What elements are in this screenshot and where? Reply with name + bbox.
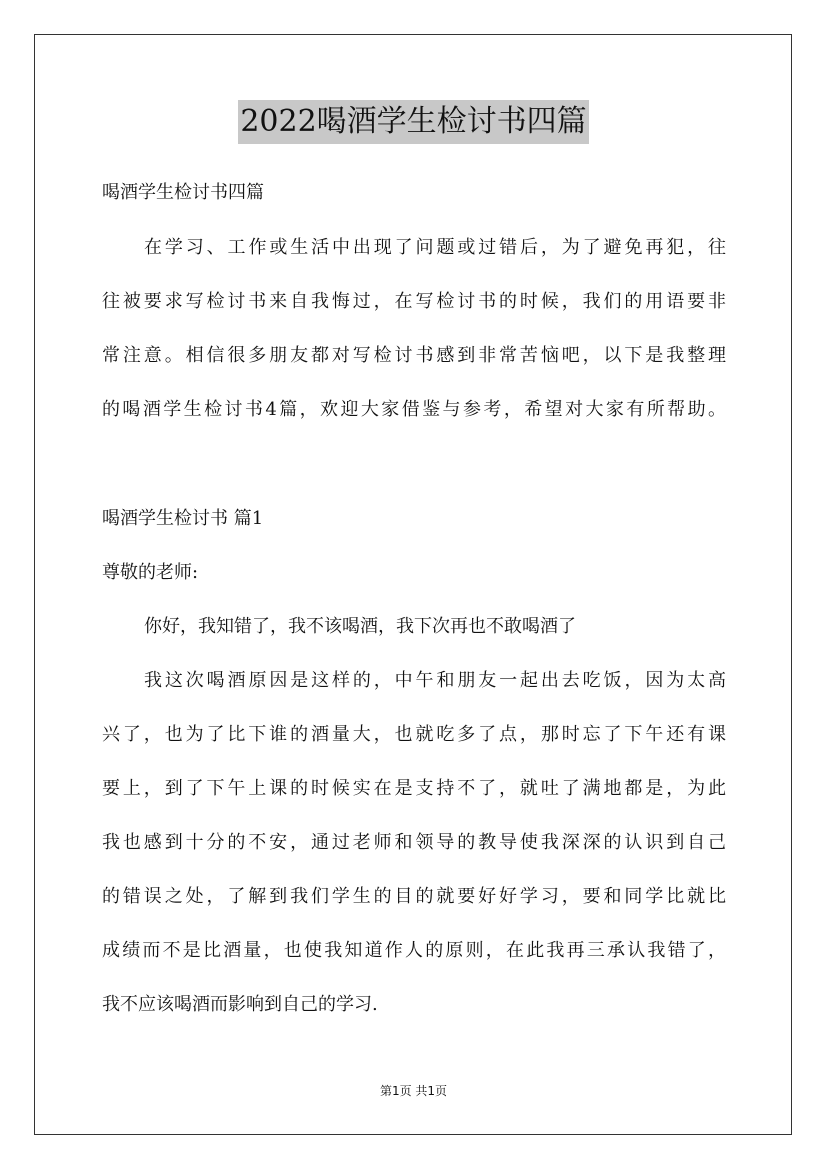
page-footer: 第1页 共1页: [379, 1084, 448, 1098]
body-line: 成绩而不是比酒量，也使我知道作人的原则，在此我再三承认我错了，: [102, 940, 726, 961]
section-heading: 喝酒学生检讨书 篇1: [102, 508, 264, 529]
body-line: 我这次喝酒原因是这样的，中午和朋友一起出去吃饭，因为太高: [144, 670, 726, 691]
document-subtitle: 喝酒学生检讨书四篇: [102, 182, 264, 203]
body-line: 兴了，也为了比下谁的酒量大，也就吃多了点，那时忘了下午还有课: [102, 724, 726, 745]
body-line: 要上，到了下午上课的时候实在是支持不了，就吐了满地都是，为此: [102, 778, 726, 799]
intro-line: 常注意。相信很多朋友都对写检讨书感到非常苦恼吧，以下是我整理: [102, 345, 726, 366]
body-line: 的错误之处，了解到我们学生的目的就要好好学习，要和同学比就比: [102, 886, 726, 907]
intro-line: 的喝酒学生检讨书4篇，欢迎大家借鉴与参考，希望对大家有所帮助。: [102, 399, 726, 420]
body-line: 我不应该喝酒而影响到自己的学习.: [102, 994, 378, 1015]
intro-line: 往被要求写检讨书来自我悔过，在写检讨书的时候，我们的用语要非: [102, 291, 726, 312]
title-container: [0, 100, 827, 144]
body-line: 我也感到十分的不安，通过老师和领导的教导使我深深的认识到自己: [102, 832, 726, 853]
salutation: 尊敬的老师:: [102, 562, 199, 583]
intro-line: 在学习、工作或生活中出现了问题或过错后，为了避免再犯，往: [144, 237, 726, 258]
document-title: 2022喝酒学生检讨书四篇: [238, 100, 588, 144]
greeting-line: 你好，我知错了，我不该喝酒，我下次再也不敢喝酒了: [144, 616, 576, 637]
